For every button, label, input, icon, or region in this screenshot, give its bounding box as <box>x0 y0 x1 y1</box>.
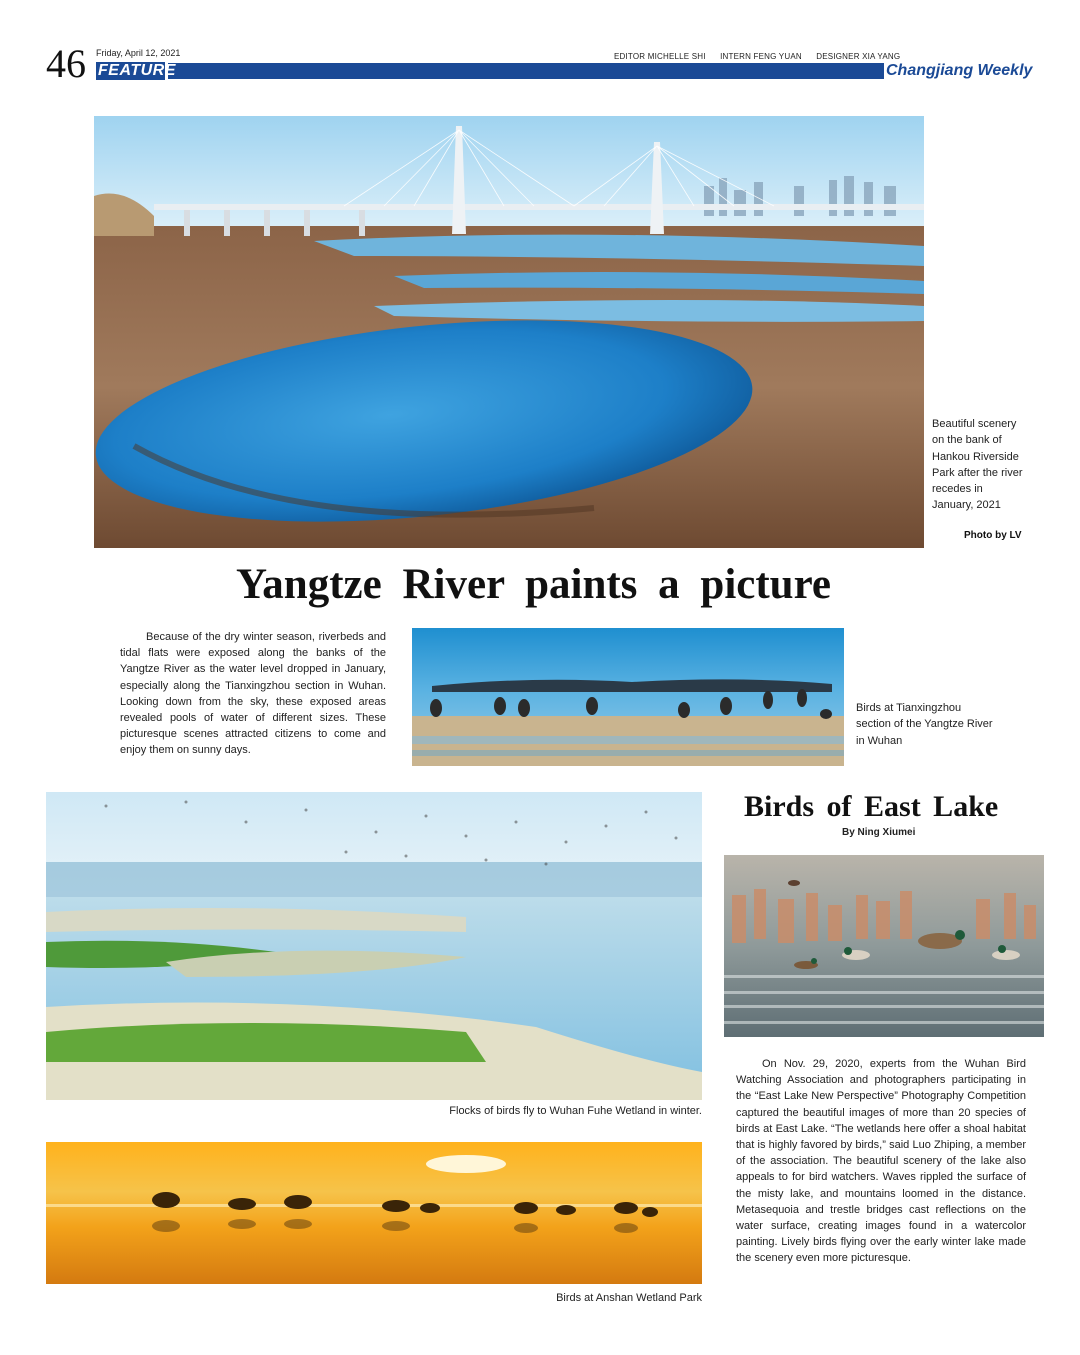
section-bar <box>96 63 884 79</box>
staff-credits <box>614 52 912 61</box>
designer-credit: DESIGNER XIA YANG <box>816 52 901 61</box>
publication-name: Changjiang Weekly <box>886 62 1033 79</box>
issue-date: Friday, April 12, 2021 <box>96 48 181 58</box>
article1-headline: Yangtze River paints a picture <box>236 561 831 608</box>
tianxingzhou-birds-photo <box>412 628 844 766</box>
anshan-wetland-photo <box>46 1142 702 1284</box>
intern-credit: INTERN FENG YUAN <box>720 52 802 61</box>
wetland-caption: Flocks of birds fly to Wuhan Fuhe Wetland in winter. <box>449 1105 702 1117</box>
top-photo-caption: Beautiful scenery on the bank of Hankou Riverside Park after the river recedes in January, 2021 <box>932 418 1023 512</box>
hankou-riverside-photo <box>94 116 924 548</box>
article1-body: Because of the dry winter season, riverbeds and tidal flats were exposed along the banks of the Yangtze River as the water level dropped in January, especially along the Tianxingzhou section in Wuhan. Looking down from the sky, these exposed areas revealed pools of water of different sizes. These picturesque scenes attracted citizens to come and enjoy them on sunny days. <box>120 631 386 757</box>
article2-byline: By Ning Xiumei <box>842 827 916 838</box>
section-label: FEATURE <box>98 62 176 79</box>
article2-headline: Birds of East Lake <box>744 790 999 823</box>
fuhe-wetland-photo <box>46 792 702 1100</box>
article2-body: On Nov. 29, 2020, experts from the Wuhan Bird Watching Association and photographers participating in the “East Lake New Perspective” Photography Competition captured the beautiful images of more than 20 species of birds at East Lake. “The wetlands here offer a shoal habitat that is highly favored by birds,” said Luo Zhiping, a member of the association. The beautiful scenery of the lake also appeals to for bird watchers. Waves rippled the surface of the misty lake, and mountains loomed in the distance. Metasequoia and trestle bridges cast reflections on the water surface, creating images found in a watercolor painting. Lively birds flying over the early winter lake made the scenery even more picturesque. <box>736 1058 1026 1265</box>
east-lake-ducks-photo <box>724 855 1044 1037</box>
editor-credit: EDITOR MICHELLE SHI <box>614 52 706 61</box>
page-number: 46 <box>46 41 86 86</box>
tianxingzhou-caption: Birds at Tianxingzhou section of the Yangtze River in Wuhan <box>856 702 993 747</box>
photo-credit: Photo by LV <box>964 530 1022 541</box>
anshan-caption: Birds at Anshan Wetland Park <box>556 1292 702 1304</box>
